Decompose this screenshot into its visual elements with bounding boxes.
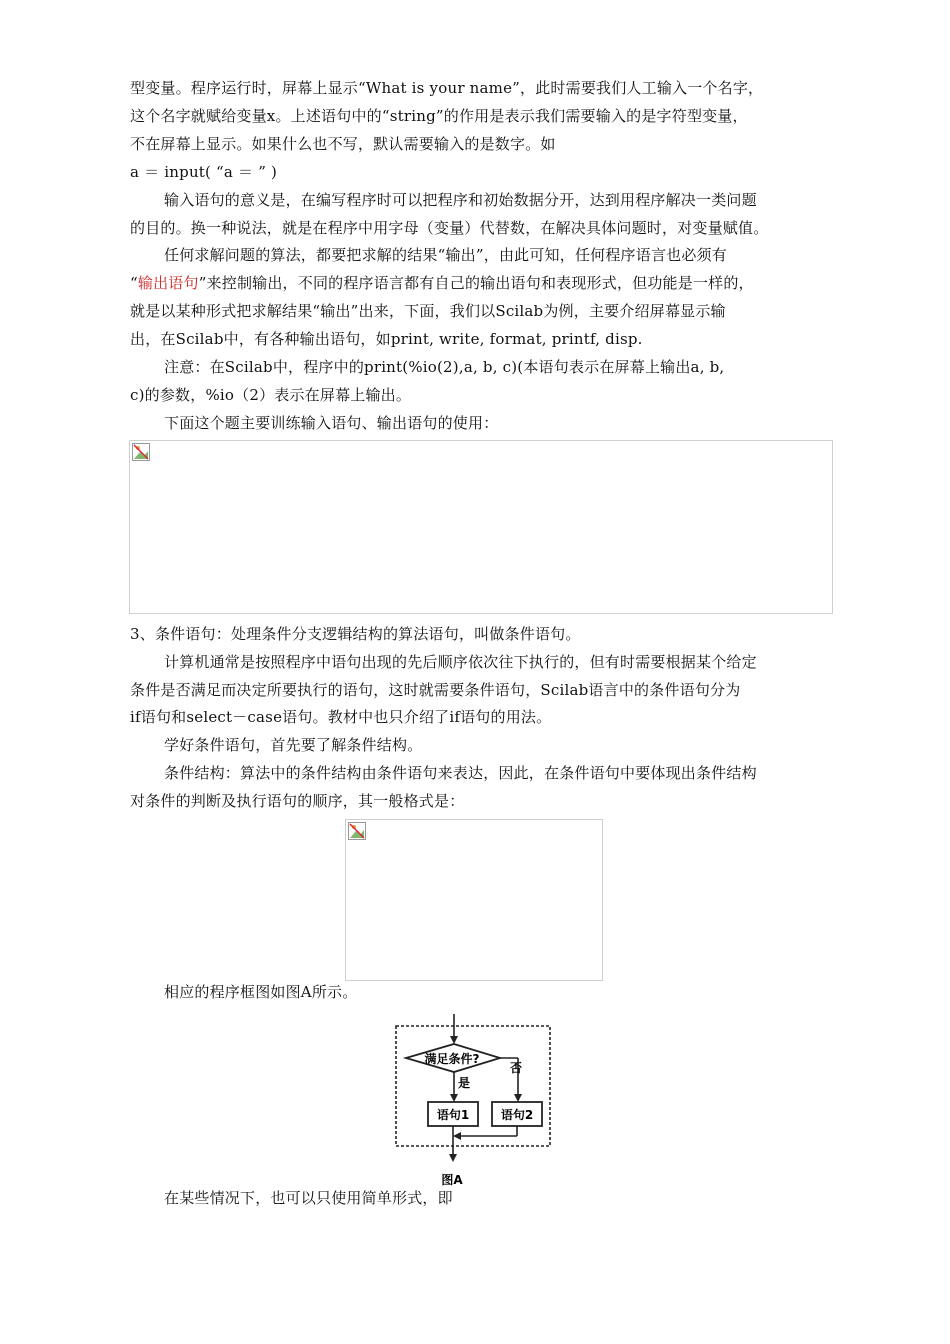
paragraph-line: 下面这个题主要训练输入语句、输出语句的使用： (164, 414, 499, 432)
paragraph-line: 学好条件语句，首先要了解条件结构。 (164, 736, 423, 754)
paragraph-line: 的目的。换一种说法，就是在程序中用字母（变量）代替数，在解决具体问题时，对变量赋值。 (130, 219, 769, 237)
paragraph-line: 型变量。程序运行时，屏幕上显示“What is your name”，此时需要我们人工输入一个名字， (130, 79, 764, 97)
paragraph-line: if语句和select－case语句。教材中也只介绍了if语句的用法。 (130, 708, 552, 726)
paragraph-text: ”来控制输出，不同的程序语言都有自己的输出语句和表现形式，但功能是一样的， (198, 274, 754, 292)
figure-caption: 图A (441, 1173, 463, 1187)
image-placeholder (345, 819, 603, 981)
paragraph-line: c)的参数，%io（2）表示在屏幕上输出。 (130, 386, 412, 404)
quote-open: “ (130, 274, 138, 292)
no-arrowhead (514, 1094, 522, 1102)
flowchart-figure (390, 1012, 560, 1192)
statement2-label: 语句2 (500, 1108, 534, 1122)
no-label: 否 (510, 1061, 523, 1075)
yes-label: 是 (458, 1076, 471, 1090)
broken-image-icon (348, 822, 366, 840)
dashed-frame (396, 1026, 550, 1146)
yes-arrowhead (450, 1094, 458, 1102)
paragraph-line: 这个名字就赋给变量x。上述语句中的“string”的作用是表示我们需要输入的是字符型变量， (130, 107, 748, 125)
broken-image-icon (132, 443, 150, 461)
entry-arrowhead (450, 1036, 458, 1044)
exit-arrowhead (449, 1154, 457, 1162)
statement1-label: 语句1 (436, 1108, 470, 1122)
paragraph-line: 出，在Scilab中，有各种输出语句，如print, write, format, printf, disp. (130, 330, 643, 348)
paragraph-line: 对条件的判断及执行语句的顺序，其一般格式是： (130, 792, 465, 810)
paragraph-line: 任何求解问题的算法，都要把求解的结果“输出”，由此可知，任何程序语言也必须有 (164, 246, 727, 264)
paragraph-line: 条件是否满足而决定所要执行的语句，这时就需要条件语句，Scilab语言中的条件语句分为 (130, 681, 741, 699)
code-line: a ＝ input( “a ＝ ” ) (130, 163, 278, 181)
paragraph-line: 就是以某种形式把求解结果“输出”出来，下面，我们以Scilab为例，主要介绍屏幕显示输 (130, 302, 726, 320)
condition-label: 满足条件? (424, 1052, 480, 1066)
paragraph-line (130, 273, 754, 293)
paragraph-line: 注意：在Scilab中，程序中的print(%io(2),a, b, c)(本语句表示在屏幕上输出a, b, (164, 358, 725, 376)
merge-arrowhead (453, 1132, 461, 1140)
paragraph-line: 输入语句的意义是，在编写程序时可以把程序和初始数据分开，达到用程序解决一类问题 (164, 191, 757, 209)
paragraph-line: 在某些情况下，也可以只使用简单形式，即 (164, 1189, 453, 1207)
image-placeholder (129, 440, 833, 614)
section-heading: 3、条件语句：处理条件分支逻辑结构的算法语句，叫做条件语句。 (130, 625, 581, 643)
highlight-term: 输出语句 (137, 274, 199, 292)
paragraph-line: 计算机通常是按照程序中语句出现的先后顺序依次往下执行的，但有时需要根据某个给定 (164, 653, 757, 671)
paragraph-line: 相应的程序框图如图A所示。 (164, 983, 358, 1001)
paragraph-line: 不在屏幕上显示。如果什么也不写，默认需要输入的是数字。如 (130, 135, 556, 153)
paragraph-line: 条件结构：算法中的条件结构由条件语句来表达，因此，在条件语句中要体现出条件结构 (164, 764, 757, 782)
